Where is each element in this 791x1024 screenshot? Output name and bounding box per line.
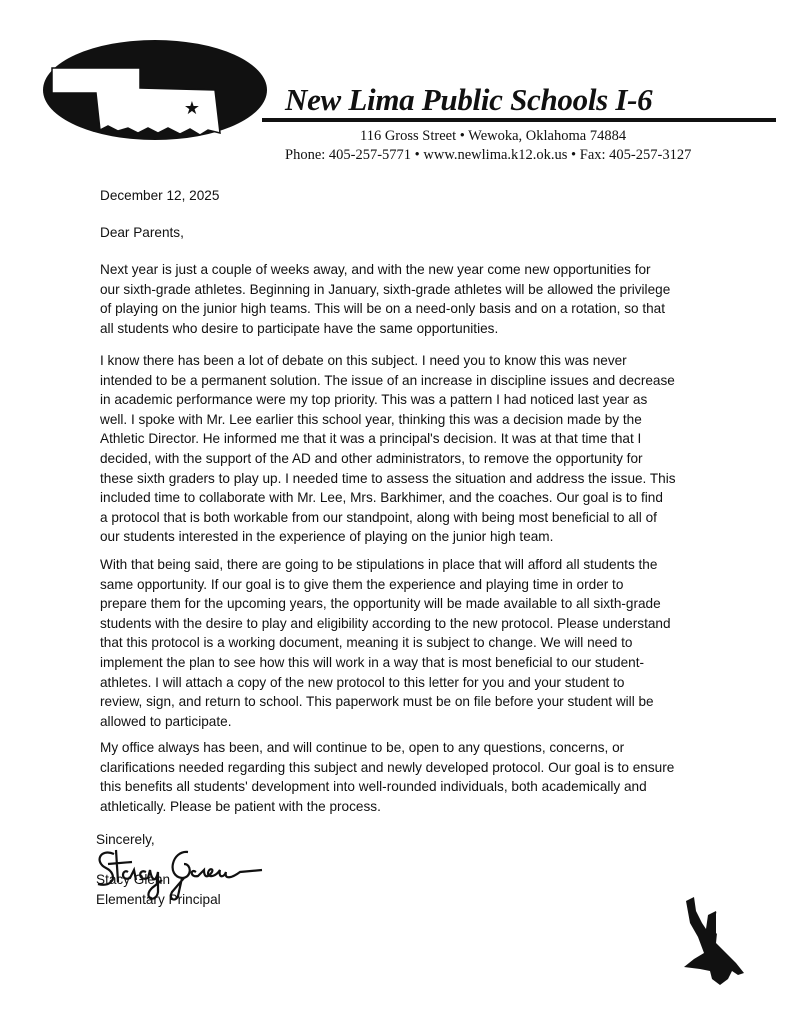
signer-name: Stacy Glenn <box>96 872 171 887</box>
line: athletically. Please be patient with the process. <box>100 798 381 814</box>
star-icon: ★ <box>183 98 201 118</box>
eagle-mascot-icon <box>680 893 752 988</box>
line: of playing on the junior high teams. This will be on a need-only basis and on a rotation, so that <box>100 301 665 317</box>
line: in academic performance were my top priority. This was a pattern I had noticed last year as <box>100 392 648 408</box>
paragraph-3 <box>100 555 671 731</box>
line: My office always has been, and will continue to be, open to any questions, concerns, or <box>100 740 625 755</box>
contact-line: Phone: 405-257-5771 • www.newlima.k12.ok.us • Fax: 405-257-3127 <box>285 147 692 163</box>
line: decided, with the support of the AD and other administrators, to remove the opportunity for <box>100 450 643 466</box>
line: same opportunity. If our goal is to give them the experience and playing time in order to <box>100 576 624 592</box>
oklahoma-logo <box>40 38 270 148</box>
salutation: Dear Parents, <box>100 225 184 240</box>
line: clarifications needed regarding this subject and newly developed protocol. Our goal is to ensure <box>100 759 675 775</box>
paragraph-4 <box>100 738 674 816</box>
address-line: 116 Gross Street • Wewoka, Oklahoma 74884 <box>360 128 627 144</box>
line: our students interested in the experience of playing on the junior high team. <box>100 529 554 545</box>
line: athletes. I will attach a copy of the new protocol to this letter for you and your student to <box>100 674 625 690</box>
line: all students who desire to participate have the same opportunities. <box>100 320 499 336</box>
paragraph-1 <box>100 260 670 338</box>
line: Next year is just a couple of weeks away, and with the new year come new opportunities for <box>100 262 651 277</box>
paragraph-2 <box>100 351 676 547</box>
line: prepare them for the upcoming years, the opportunity will be made available to all sixth-grade <box>100 596 661 612</box>
line: a protocol that is both workable from our standpoint, along with being most beneficial to all of <box>100 509 657 525</box>
closing: Sincerely, <box>96 832 155 847</box>
school-name: New Lima Public Schools I-6 <box>285 82 653 117</box>
line: well. I spoke with Mr. Lee earlier this school year, thinking this was a decision made by the <box>100 411 642 427</box>
line: included time to collaborate with Mr. Lee, Mrs. Barkhimer, and the coaches. Our goal is to find <box>100 490 663 506</box>
line: Athletic Director. He informed me that it was a principal's decision. It was at that time that I <box>100 431 642 447</box>
line: that this protocol is a working document, meaning it is subject to change. We will need to <box>100 635 633 651</box>
header-rule <box>262 118 776 122</box>
line: review, sign, and return to school. This paperwork must be on file before your student will be <box>100 694 654 710</box>
line: intended to be a permanent solution. The issue of an increase in discipline issues and decrease <box>100 372 675 388</box>
line: implement the plan to see how this will work in a way that is most beneficial to our student- <box>100 654 645 670</box>
line: I know there has been a lot of debate on this subject. I need you to know this was never <box>100 353 627 368</box>
line: this benefits all students' development into well-rounded individuals, both academically and <box>100 779 647 795</box>
line: allowed to participate. <box>100 713 232 729</box>
line: students with the desire to play and eligibility according to the new protocol. Please understand <box>100 615 671 631</box>
line: our sixth-grade athletes. Beginning in January, sixth-grade athletes will be allowed the privilege <box>100 281 671 297</box>
line: With that being said, there are going to be stipulations in place that will afford all students the <box>100 557 658 572</box>
signer-title: Elementary Principal <box>96 892 221 907</box>
letter-date: December 12, 2025 <box>100 188 220 203</box>
line: these sixth graders to play up. I needed time to assess the situation and address the issue. This <box>100 470 676 486</box>
